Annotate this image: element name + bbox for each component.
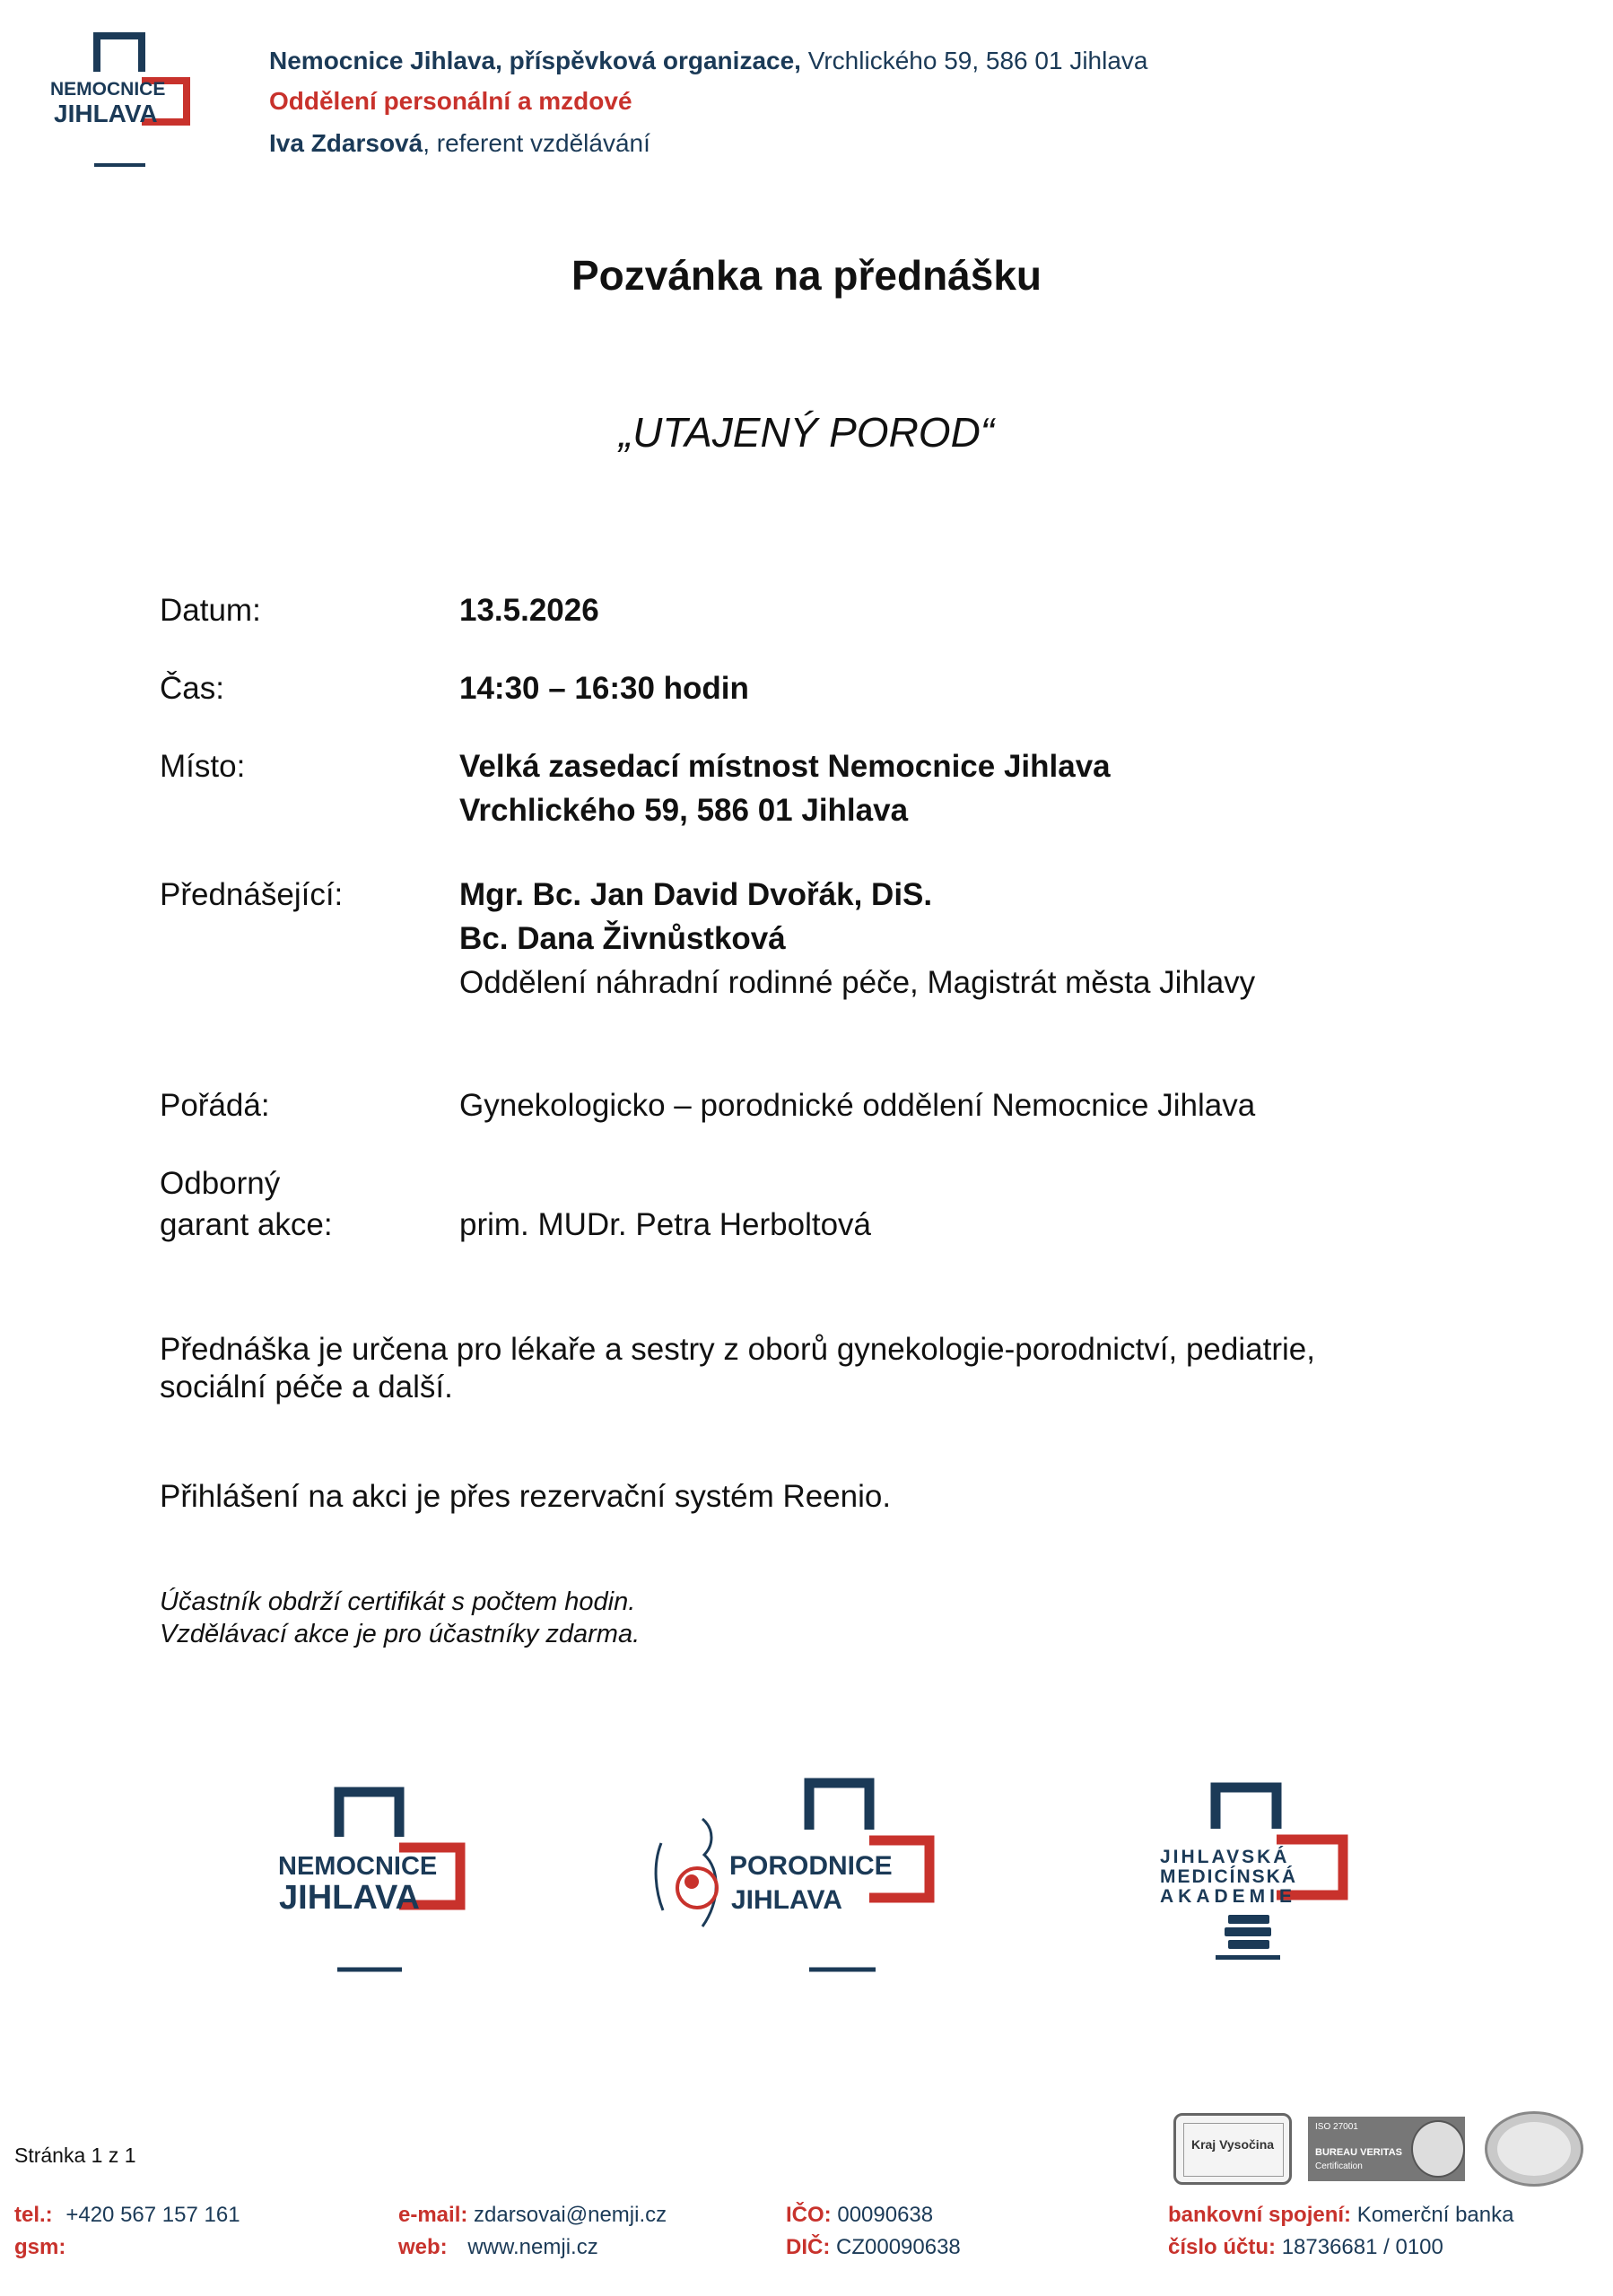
- guarantor-label-1: Odborný: [160, 1166, 281, 1201]
- bank-value: Komerční banka: [1356, 2203, 1514, 2227]
- ico-value: 00090638: [837, 2203, 934, 2227]
- registration-text: Přihlášení na akci je přes rezervační systém Reenio.: [160, 1479, 892, 1514]
- header-logo-line1: NEMOCNICE: [50, 79, 166, 100]
- email-value[interactable]: zdarsovai@nemji.cz: [474, 2203, 667, 2227]
- org-name: Nemocnice Jihlava, příspěvková organizace,: [269, 47, 801, 74]
- department: Oddělení personální a mzdové: [269, 87, 632, 115]
- organizer-label: Pořádá:: [160, 1088, 270, 1123]
- org-address: Vrchlického 59, 586 01 Jihlava: [807, 47, 1148, 74]
- tel-value: +420 567 157 161: [65, 2203, 240, 2227]
- page-title: Pozvánka na přednášku: [571, 252, 1042, 299]
- pregnancy-icon: [656, 1819, 717, 1926]
- kraj-vysocina-text: Kraj Vysočina: [1190, 2137, 1275, 2152]
- logo-akademie-line1: JIHLAVSKÁ: [1160, 1847, 1290, 1867]
- place-label: Místo:: [160, 749, 246, 784]
- books-icon: [1216, 1915, 1280, 1960]
- time-value: 14:30 – 16:30 hodin: [459, 671, 749, 706]
- dic-label: DIČ:: [786, 2235, 831, 2259]
- header-org-line: [269, 46, 1147, 76]
- header-logo-line2: JIHLAVA: [54, 100, 158, 127]
- time-label: Čas:: [160, 671, 224, 706]
- quality-seal-icon: [1485, 2111, 1585, 2187]
- place-value-2: Vrchlického 59, 586 01 Jihlava: [459, 793, 909, 828]
- logo-porodnice-line2: JIHLAVA: [731, 1885, 842, 1915]
- web-value[interactable]: www.nemji.cz: [467, 2235, 598, 2259]
- footer-dic: [786, 2231, 961, 2264]
- footer-bank: [1168, 2199, 1513, 2231]
- logo-nemocnice-line1: NEMOCNICE: [278, 1852, 438, 1881]
- footer-ico: [786, 2199, 933, 2231]
- logo-porodnice-jihlava: [650, 1776, 951, 1978]
- place-value-1: Velká zasedací místnost Nemocnice Jihlava: [459, 749, 1111, 784]
- speaker-1: Mgr. Bc. Jan David Dvořák, DiS.: [459, 877, 933, 912]
- ico-label: IČO:: [786, 2203, 832, 2227]
- speakers-org: Oddělení náhradní rodinné péče, Magistrát města Jihlavy: [459, 965, 1256, 1000]
- account-value: 18736681 / 0100: [1281, 2235, 1443, 2259]
- date-label: Datum:: [160, 593, 261, 628]
- logo-nemocnice-line2: JIHLAVA: [279, 1879, 420, 1917]
- logo-nemocnice-jihlava: [274, 1785, 475, 1978]
- guarantor-value: prim. MUDr. Petra Herboltová: [459, 1207, 872, 1242]
- speaker-2: Bc. Dana Živnůstková: [459, 921, 786, 956]
- person-role: , referent vzdělávání: [423, 129, 650, 157]
- bureau-name: BUREAU VERITAS: [1315, 2147, 1402, 2158]
- contact-person-line: [269, 128, 650, 159]
- kraj-vysocina-badge: [1173, 2113, 1292, 2185]
- speakers-label: Přednášející:: [160, 877, 344, 912]
- bureau-veritas-badge: [1308, 2117, 1465, 2181]
- nemocnice-logo-icon: [45, 32, 197, 171]
- logo-akademie-line3: AKADEMIE: [1160, 1886, 1297, 1907]
- logo-akademie-line2: MEDICÍNSKÁ: [1160, 1866, 1298, 1887]
- organizer-value: Gynekologicko – porodnické oddělení Nemocnice Jihlava: [459, 1088, 1256, 1123]
- audience-line-1: Přednáška je určena pro lékaře a sestry z oborů gynekologie-porodnictví, pediatrie,: [160, 1332, 1315, 1367]
- person-name: Iva Zdarsová: [269, 129, 423, 157]
- note-certificate: Účastník obdrží certifikát s počtem hodin.: [160, 1587, 636, 1616]
- bank-label: bankovní spojení:: [1168, 2203, 1352, 2227]
- date-value: 13.5.2026: [459, 593, 599, 628]
- account-label: číslo účtu:: [1168, 2235, 1277, 2259]
- footer-web: [398, 2231, 598, 2264]
- bureau-seal-icon: [1411, 2120, 1465, 2178]
- logo-jihlavska-akademie: [1153, 1780, 1355, 1973]
- logo-porodnice-line1: PORODNICE: [729, 1851, 893, 1881]
- lecture-title: „UTAJENÝ POROD“: [618, 409, 995, 456]
- bureau-iso: ISO 27001: [1315, 2122, 1358, 2132]
- footer-account: [1168, 2231, 1443, 2264]
- footer-tel: [14, 2199, 240, 2231]
- dic-value: CZ00090638: [836, 2235, 961, 2259]
- bureau-cert: Certification: [1315, 2161, 1363, 2171]
- email-label: e-mail:: [398, 2203, 468, 2227]
- tel-label: tel.:: [14, 2203, 53, 2227]
- footer-gsm: [14, 2231, 65, 2264]
- footer-email: [398, 2199, 667, 2231]
- header-logo: [45, 32, 197, 171]
- web-label: web:: [398, 2235, 448, 2259]
- gsm-label: gsm:: [14, 2235, 66, 2259]
- audience-line-2: sociální péče a další.: [160, 1370, 453, 1405]
- page-number: Stránka 1 z 1: [14, 2144, 136, 2167]
- note-free: Vzdělávací akce je pro účastníky zdarma.: [160, 1620, 641, 1648]
- guarantor-label-2: garant akce:: [160, 1207, 333, 1242]
